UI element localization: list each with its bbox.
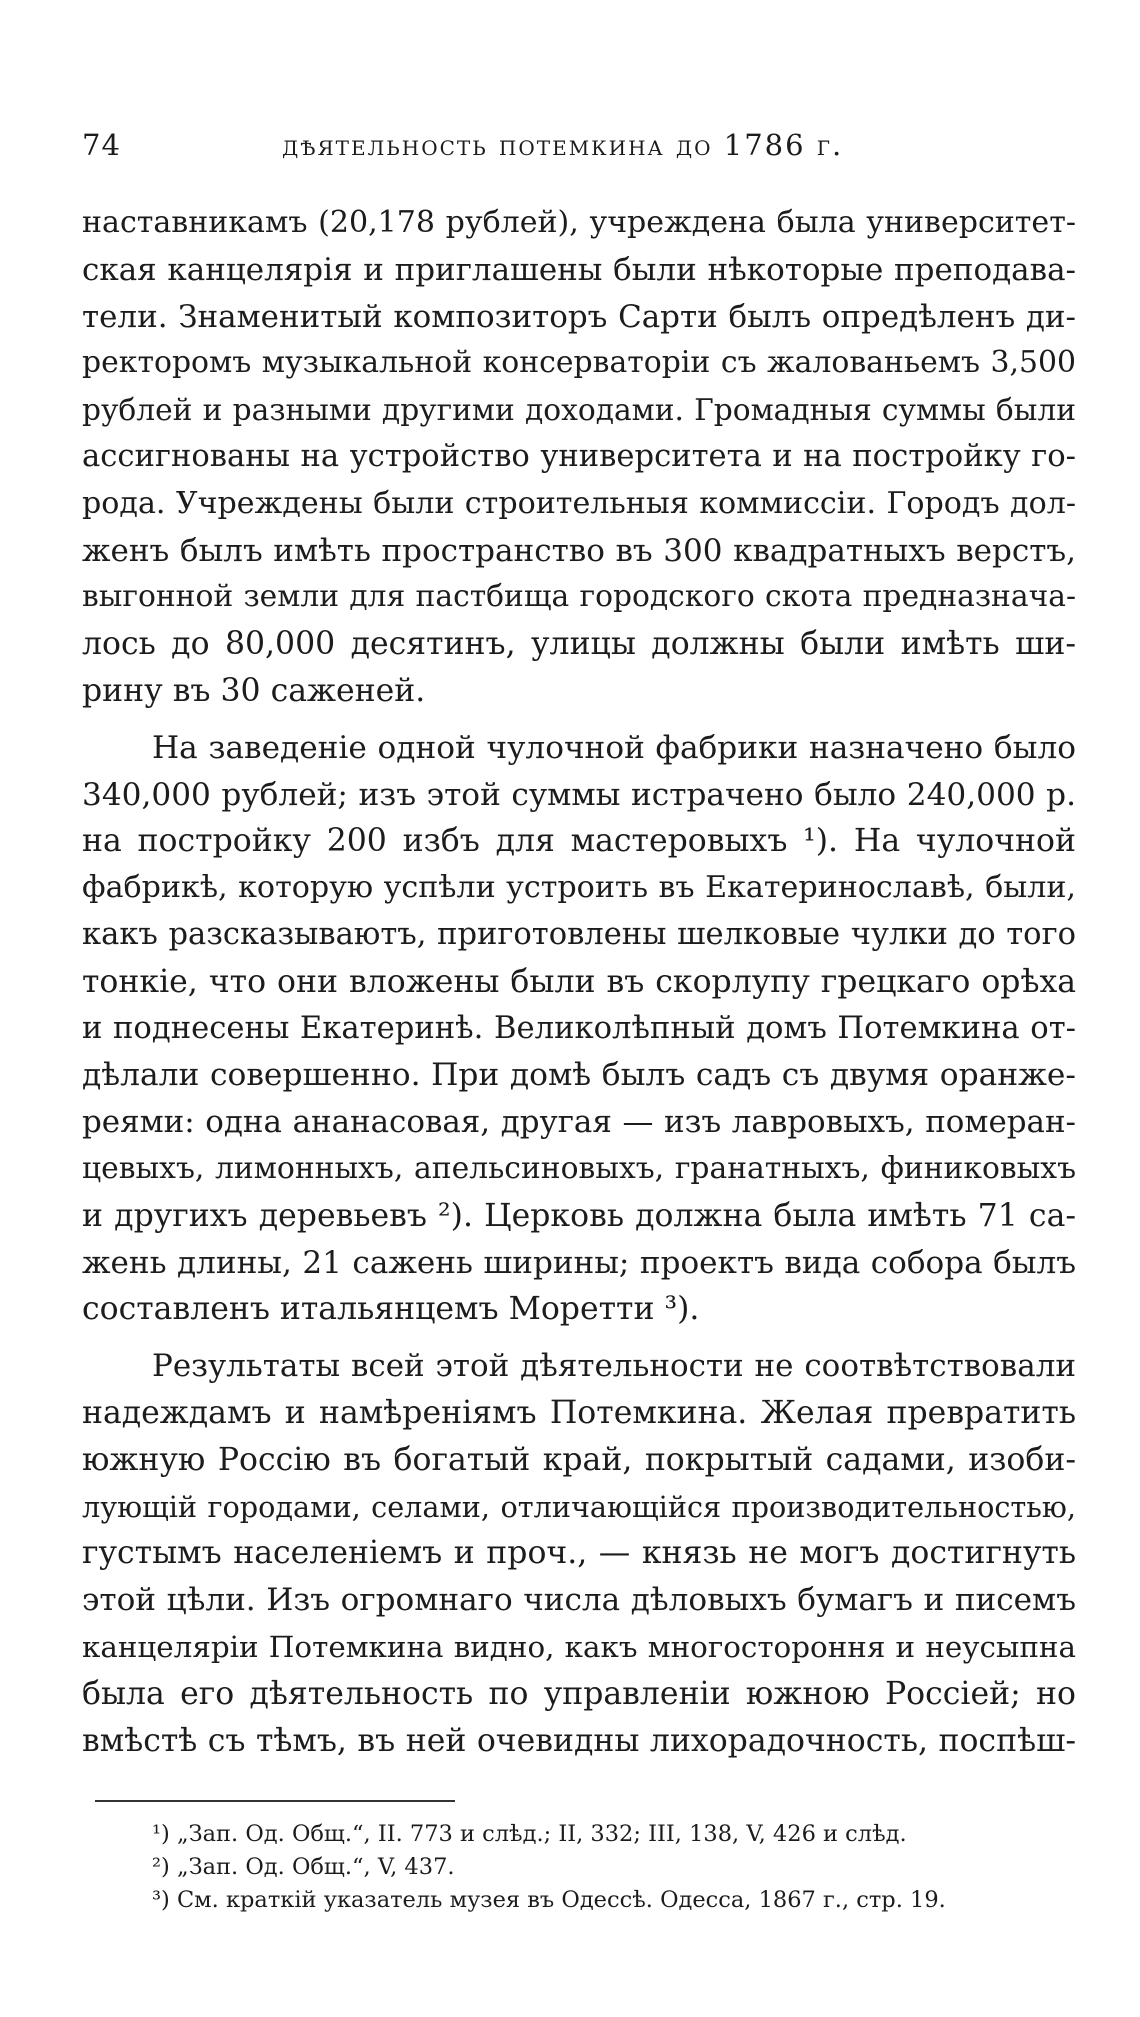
text-line: наставникамъ (20,178 рублей), учреждена была университет-	[82, 205, 1076, 240]
text-line: женъ былъ имѣть пространство въ 300 квадратныхъ верстъ,	[82, 532, 1076, 569]
text-line: На заведеніе одной чулочной фабрики назначено было	[152, 729, 1076, 766]
text-line: рублей и разными другими доходами. Громадныя суммы были	[82, 392, 1076, 428]
text-line: 340,000 рублей; изъ этой суммы истрачено было 240,000 р.	[82, 776, 1076, 813]
paragraph-3	[82, 1343, 1076, 1764]
text-line: реями: одна ананасовая, другая — изъ лавровыхъ, померан-	[82, 1104, 1076, 1141]
text-line: и поднесены Екатеринѣ. Великолѣпный домъ Потемкина от-	[82, 1010, 1076, 1046]
footnotes	[152, 1818, 1052, 1917]
text-line: какъ разсказываютъ, приготовлены шелковые чулки до того	[82, 916, 1076, 952]
text-line: дѣлали совершенно. При домѣ былъ садъ съ двумя оранже-	[82, 1057, 1076, 1094]
page-number: 74	[82, 128, 121, 162]
text-line: лующій городами, селами, отличающійся производительностью,	[82, 1489, 1076, 1524]
footnote-1: ¹) „Зап. Од. Общ.“, II. 773 и слѣд.; II, 332; III, 138, V, 426 и слѣд.	[152, 1821, 907, 1847]
body-text	[82, 200, 1076, 1764]
text-line: рину въ 30 саженей.	[82, 672, 426, 709]
text-line: вмѣстѣ съ тѣмъ, въ ней очевидны лихорадочность, поспѣш-	[82, 1722, 1076, 1759]
text-line: ская канцелярія и приглашены были нѣкоторые преподава-	[82, 251, 1076, 288]
footnote-2: ²) „Зап. Од. Общ.“, V, 437.	[152, 1854, 455, 1880]
footnote-divider	[95, 1800, 455, 1802]
text-line: рода. Учреждены были строительныя коммиссіи. Городъ дол-	[82, 485, 1076, 521]
text-line: ассигнованы на устройство университета и на постройку го-	[82, 438, 1076, 474]
page-header	[82, 128, 1082, 168]
text-line: составленъ итальянцемъ Моретти ³).	[82, 1291, 700, 1328]
text-line: Результаты всей этой дѣятельности не соотвѣтствовали	[152, 1348, 1076, 1385]
text-line: южную Россію въ богатый край, покрытый садами, изоби-	[82, 1441, 1076, 1478]
text-line: канцеляріи Потемкина видно, какъ многостороння и неусыпна	[82, 1629, 1076, 1664]
paragraph-1	[82, 200, 1076, 715]
text-line: и другихъ деревьевъ ²). Церковь должна была имѣть 71 са-	[82, 1197, 1076, 1234]
text-line: фабрикѣ, которую успѣли устроить въ Екатеринославѣ, были,	[82, 870, 1076, 906]
text-line: выгонной земли для пастбища городского скота предназнача-	[82, 579, 1076, 615]
text-line: цевыхъ, лимонныхъ, апельсиновыхъ, гранатныхъ, финиковыхъ	[82, 1150, 1076, 1186]
running-head: дѣятельность потемкина до 1786 г.	[282, 128, 844, 162]
text-line: тонкіе, что они вложены были въ скорлупу грецкаго орѣха	[82, 963, 1076, 1000]
text-line: густымъ населеніемъ и проч., — князь не могъ достигнуть	[82, 1535, 1076, 1572]
text-line: ректоромъ музыкальной консерваторіи съ жалованьемъ 3,500	[82, 345, 1076, 381]
text-line: была его дѣятельность по управленіи южною Россіей; но	[82, 1675, 1076, 1712]
text-line: тели. Знаменитый композиторъ Сарти былъ опредѣленъ ди-	[82, 298, 1076, 335]
footnote-3: ³) См. краткій указатель музея въ Одессѣ. Одесса, 1867 г., стр. 19.	[152, 1887, 946, 1913]
text-line: этой цѣли. Изъ огромнаго числа дѣловыхъ бумагъ и писемъ	[82, 1582, 1076, 1619]
text-line: лось до 80,000 десятинъ, улицы должны были имѣть ши-	[82, 626, 1076, 663]
text-line: надеждамъ и намѣреніямъ Потемкина. Желая превратить	[82, 1394, 1076, 1431]
text-line: на постройку 200 избъ для мастеровыхъ ¹). На чулочной	[82, 823, 1076, 860]
paragraph-2	[82, 725, 1076, 1333]
text-line: жень длины, 21 сажень ширины; проектъ вида собора былъ	[82, 1244, 1076, 1281]
